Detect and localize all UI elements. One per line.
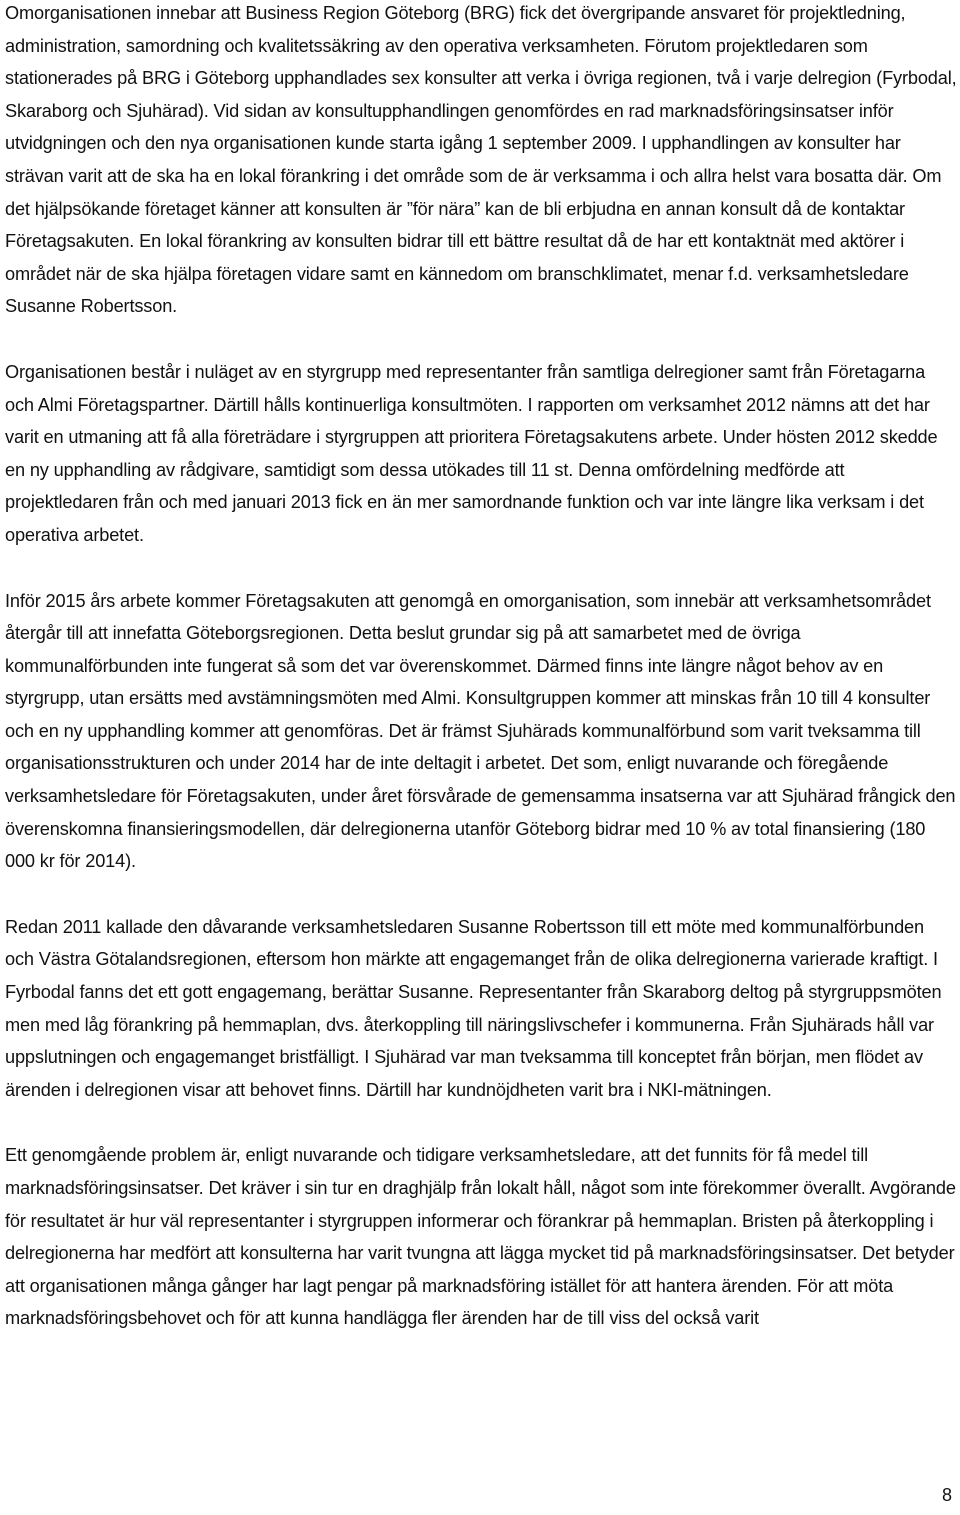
- paragraph-2015-reorganisation: Inför 2015 års arbete kommer Företagsakuten att genomgå en omorganisation, som innebär att verksamhetsområdet återgår till att innefatta Göteborgsregionen. Detta beslut grundar sig på att samarbetet med de övriga kommunalförbunden inte fungerat så som det var överenskommet. Därmed finns inte längre något behov av en styrgrupp, utan ersätts med avstämningsmöten med Almi. Konsultgruppen kommer att minskas från 10 till 4 konsulter och en ny upphandling kommer att genomföras. Det är främst Sjuhärads kommunalförbund som varit tveksamma till organisationsstrukturen och under 2014 har de inte deltagit i arbetet. Det som, enligt nuvarande och föregående verksamhetsledare för Företagsakuten, under året försvårade de gemensamma insatserna var att Sjuhärad frångick den överenskomna finansieringsmodellen, där delregionerna utanför Göteborg bidrar med 10 % av total finansiering (180 000 kr för 2014).: [5, 590, 956, 872]
- page-number: 8: [941, 1485, 952, 1505]
- paragraph-reorganisation: Omorganisationen innebar att Business Region Göteborg (BRG) fick det övergripande ansvaret för projektledning, administration, samordning och kvalitetssäkring av den operativa verksamheten. Förutom projektledaren som stationerades på BRG i Göteborg upphandlades sex konsulter att verka i övriga regionen, två i varje delregion (Fyrbodal, Skaraborg och Sjuhärad). Vid sidan av konsultupphandlingen genomfördes en rad marknadsföringsinsatser inför utvidgningen och den nya organisationen kunde starta igång 1 september 2009. I upphandlingen av konsulter har strävan varit att de ska ha en lokal förankring i det område som de är verksamma i och allra helst vara bosatta där. Om det hjälpsökande företaget känner att konsulten är ”för nära” kan de bli erbjudna en annan konsult då de kontaktar Företagsakuten. En lokal förankring av konsulten bidrar till ett bättre resultat då de har ett kontaktnät med aktörer i området när de ska hjälpa företagen vidare samt en kännedom om branschklimatet, menar f.d. verksamhetsledare Susanne Robertsson.: [5, 3, 957, 317]
- paragraph-marketing-problem: Ett genomgående problem är, enligt nuvarande och tidigare verksamhetsledare, att det funnits för få medel till marknadsföringsinsatser. Det kräver i sin tur en draghjälp från lokalt håll, något som inte förekommer överallt. Avgörande för resultatet är hur väl representanter i styrgruppen informerar och förankrar på hemmaplan. Bristen på återkoppling i delregionerna har medfört att konsulterna har varit tvungna att lägga mycket tid på marknadsföringsinsatser. Det betyder att organisationen många gånger har lagt pengar på marknadsföring istället för att hantera ärenden. För att möta marknadsföringsbehovet och för att kunna handlägga fler ärenden har de till viss del också varit: [5, 1145, 956, 1329]
- body-text: [5, 0, 957, 1335]
- paragraph-steering-group: Organisationen består i nuläget av en styrgrupp med representanter från samtliga delregioner samt från Företagarna och Almi Företagspartner. Därtill hålls kontinuerliga konsultmöten. I rapporten om verksamhet 2012 nämns att det har varit en utmaning att få alla företrädare i styrgruppen att prioritera Företagsakutens arbete. Under hösten 2012 skedde en ny upphandling av rådgivare, samtidigt som dessa utökades till 11 st. Denna omfördelning medförde att projektledaren från och med januari 2013 fick en än mer samordnande funktion och var inte längre lika verksam i det operativa arbetet.: [5, 361, 938, 545]
- paragraph-2011-meeting: Redan 2011 kallade den dåvarande verksamhetsledaren Susanne Robertsson till ett möte med kommunalförbunden och Västra Götalandsregionen, eftersom hon märkte att engagemanget från de olika delregionerna varierade kraftigt. I Fyrbodal fanns det ett gott engagemang, berättar Susanne. Representanter från Skaraborg deltog på styrgruppsmöten men med låg förankring på hemmaplan, dvs. återkoppling till näringslivschefer i kommunerna. Från Sjuhärads håll var uppslutningen och engagemanget bristfälligt. I Sjuhärad var man tveksamma till konceptet från början, men flödet av ärenden i delregionen visar att behovet finns. Därtill har kundnöjdheten varit bra i NKI-mätningen.: [5, 916, 942, 1100]
